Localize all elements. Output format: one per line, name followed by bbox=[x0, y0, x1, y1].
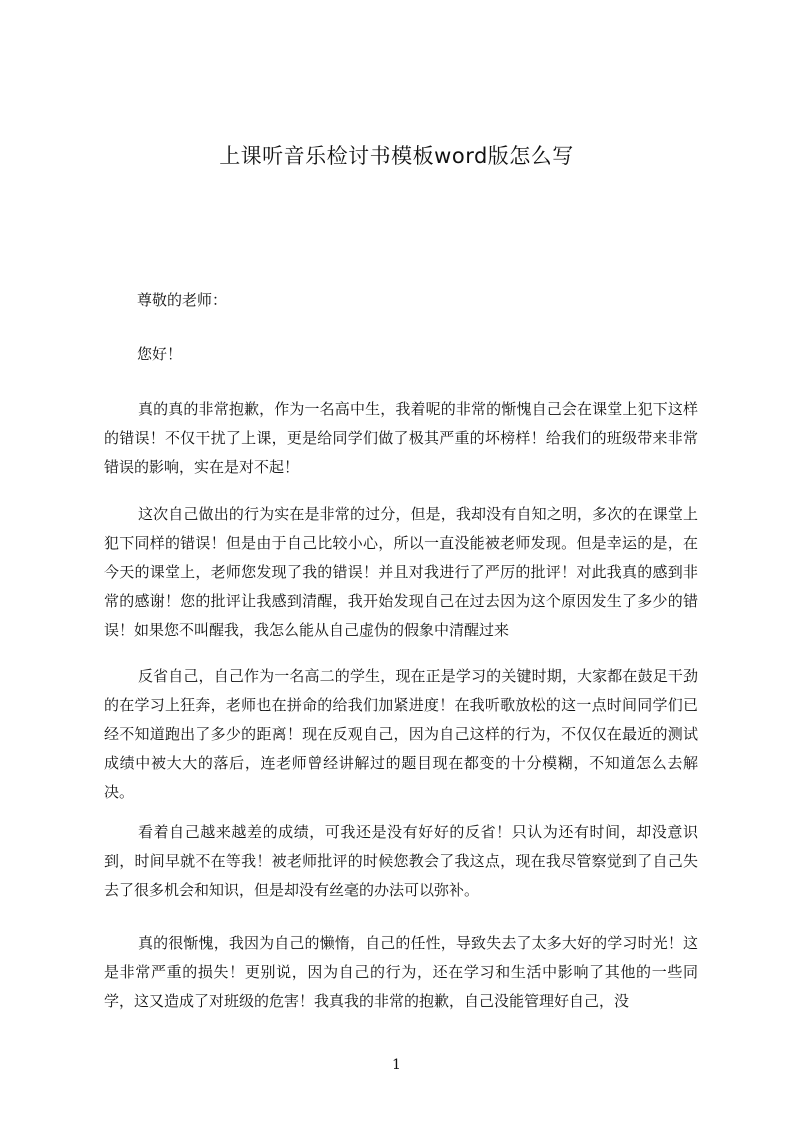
paragraph-behavior: 这次自己做出的行为实在是非常的过分，但是，我却没有自知之明，多次的在课堂上犯下同样的错误！但是由于自己比较小心，所以一直没能被老师发现。但是幸运的是，在今天的课堂上，老师您发现了我的错误！并且对我进行了严厉的批评！对此我真的感到非常的感谢！您的批评让我感到清醒，我开始发现自己在过去因为这个原因发生了多少的错误！如果您不叫醒我，我怎么能从自己虚伪的假象中清醒过来 bbox=[104, 505, 698, 639]
paragraph-apology: 真的真的非常抱歉，作为一名高中生，我着呢的非常的惭愧自己会在课堂上犯下这样的错误！不仅干扰了上课，更是给同学们做了极其严重的坏榜样！给我们的班级带来非常错误的影响，实在是对不起！ bbox=[104, 400, 698, 476]
paragraph-regret: 真的很惭愧，我因为自己的懒惰，自己的任性，导致失去了太多大好的学习时光！这是非常严重的损失！更别说，因为自己的行为，还在学习和生活中影响了其他的一些同学，这又造成了对班级的危害！我真我的非常的抱歉，自己没能管理好自己，没 bbox=[104, 934, 698, 1010]
paragraph-grades: 看着自己越来越差的成绩，可我还是没有好好的反省！只认为还有时间，却没意识到，时间早就不在等我！被老师批评的时候您教会了我这点，现在我尽管察觉到了自己失去了很多机会和知识，但是却没有丝毫的办法可以弥补。 bbox=[104, 823, 698, 899]
paragraph-reflection: 反省自己，自己作为一名高二的学生，现在正是学习的关键时期，大家都在鼓足干劲的在学习上狂奔，老师也在拼命的给我们加紧进度！在我听歌放松的这一点时间同学们已经不知道跑出了多少的距离！现在反观自己，因为自己这样的行为，不仅仅在最近的测试成绩中被大大的落后，连老师曾经讲解过的题目现在都变的十分模糊，不知道怎么去解决。 bbox=[104, 667, 698, 801]
page-number: 1 bbox=[392, 1057, 401, 1073]
salutation: 尊敬的老师： bbox=[137, 291, 228, 309]
greeting: 您好！ bbox=[137, 345, 183, 363]
document-title: 上课听音乐检讨书模板word版怎么写 bbox=[219, 144, 574, 168]
